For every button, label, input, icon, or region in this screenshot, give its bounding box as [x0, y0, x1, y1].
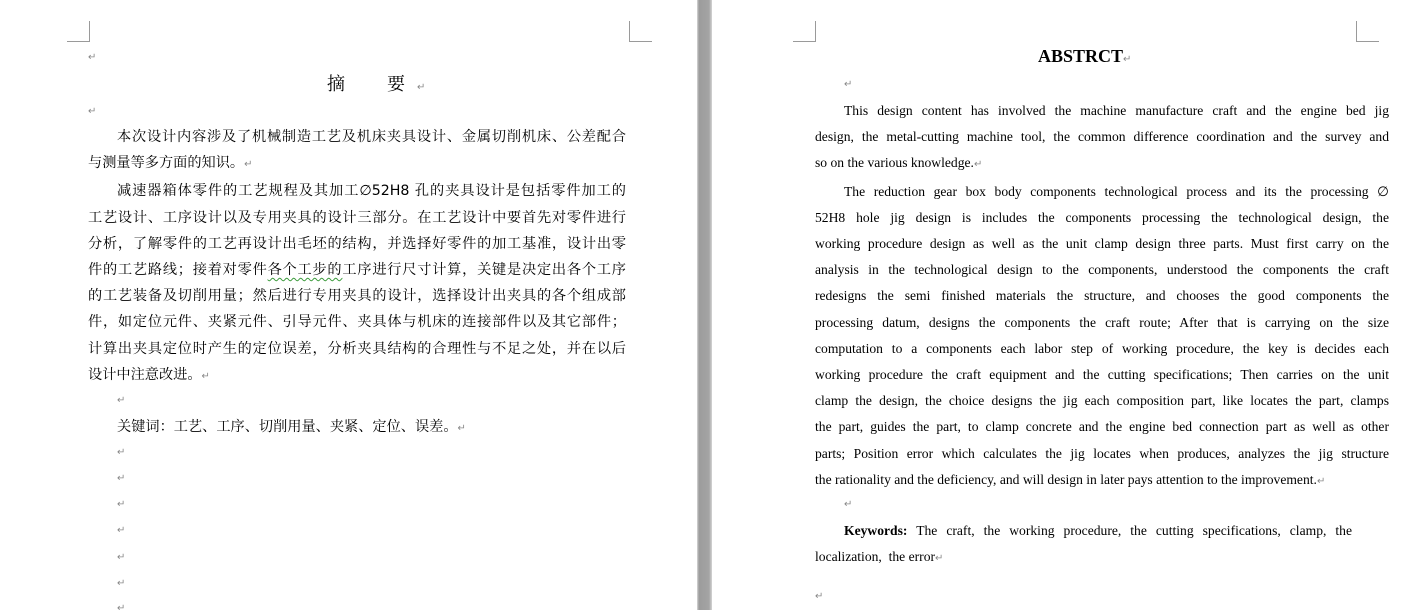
- en-p2-line-3: working procedure design as well as the unit clamp design three parts. Must first carry on the: [815, 236, 1389, 252]
- paragraph-mark: ↵: [844, 79, 853, 90]
- paragraph-mark: ↵: [88, 52, 97, 63]
- paragraph-mark: ↵: [117, 447, 126, 458]
- en-p2-line-12: the rationality and the deficiency, and will design in later pays attention to the improvement.↵: [815, 471, 1326, 487]
- paragraph-mark: ↵: [117, 578, 126, 589]
- cn-p2-line-2: 工艺设计、工序设计以及专用夹具的设计三部分。在工艺设计中要首先对零件进行: [88, 209, 626, 226]
- paragraph-mark: ↵: [117, 473, 126, 484]
- en-keywords-line-1: Keywords: The craft, the working procedure, the cutting specifications, clamp, the: [844, 523, 1352, 538]
- chinese-abstract-body: [88, 124, 626, 390]
- cn-p2-line-3: 分析，了解零件的工艺再设计出毛坯的结构，并选择好零件的加工基准，设计出零: [88, 235, 626, 252]
- en-p1-line-2: design, the metal-cutting machine tool, the common difference coordination and the survey and: [815, 129, 1389, 145]
- en-p1-line-1: This design content has involved the machine manufacture craft and the engine bed jig: [844, 103, 1389, 118]
- paragraph-mark: ↵: [815, 591, 824, 602]
- en-p2-line-9: clamp the design, the choice designs the jig each composition part, like locates the part, clamps: [815, 393, 1389, 409]
- cn-p2-line-5: 的工艺装备及切削用量；然后进行专用夹具的设计，选择设计出夹具的各个组成部: [88, 288, 626, 305]
- paragraph-mark: ↵: [88, 106, 97, 117]
- cn-p2-line-7: 计算出夹具定位时产生的定位误差，分析夹具结构的合理性与不足之处，并在以后: [88, 340, 626, 357]
- chinese-abstract-title: 摘 要↵: [327, 74, 426, 95]
- paragraph-mark: ↵: [117, 395, 126, 406]
- en-p2-line-1: The reduction gear box body components technological process and its the processing ∅: [844, 183, 1389, 199]
- paragraph-mark: ↵: [117, 499, 126, 510]
- en-p2-line-5: redesigns the semi finished materials the structure, and chooses the good components the: [815, 288, 1389, 304]
- crop-mark-top-left: [793, 21, 816, 42]
- cn-p1-line-1: 本次设计内容涉及了机械制造工艺及机床夹具设计、金属切削机床、公差配合: [117, 129, 626, 145]
- en-p2-line-2: 52H8 hole jig design is includes the components processing the technological design, the: [815, 209, 1389, 225]
- paragraph-mark: ↵: [117, 603, 126, 610]
- english-keywords: [815, 518, 1352, 572]
- paragraph-mark: ↵: [844, 499, 853, 510]
- page-gutter: [697, 0, 712, 610]
- crop-mark-top-right: [1356, 21, 1379, 42]
- en-p2-line-6: processing datum, designs the components the craft route; After that is carrying on the size: [815, 314, 1389, 330]
- cn-p2-line-4: 件的工艺路线；接着对零件各个工步的工序进行尺寸计算，关键是决定出各个工序: [88, 262, 626, 279]
- en-p2-line-11: parts; Position error which calculates the jig locates when produces, analyzes the jig structure: [815, 445, 1389, 461]
- english-abstract-title: ABSTRCT↵: [1038, 46, 1132, 66]
- paragraph-mark: ↵: [117, 552, 126, 563]
- cn-p1-line-2: 与测量等多方面的知识。↵: [88, 155, 253, 172]
- keywords-label: Keywords:: [844, 523, 908, 538]
- en-p2-line-8: working procedure the craft equipment and the cutting specifications; Then carries on the unit: [815, 367, 1389, 383]
- cn-p2-line-8: 设计中注意改进。↵: [88, 366, 210, 383]
- en-p2-line-10: the part, guides the part, to clamp concrete and the engine bed connection part as well as other: [815, 419, 1389, 435]
- cn-p2-line-1: 减速器箱体零件的工艺规程及其加工∅52H8 孔的夹具设计是包括零件加工的: [117, 183, 626, 200]
- crop-mark-top-right: [629, 21, 652, 42]
- english-abstract-body: [815, 98, 1389, 495]
- crop-mark-top-left: [67, 21, 90, 42]
- cn-p2-line-6: 件，如定位元件、夹紧元件、引导元件、夹具体与机床的连接部件以及其它部件；: [88, 314, 626, 331]
- chinese-abstract-page: [0, 0, 697, 610]
- en-p1-line-3: so on the various knowledge.↵: [815, 155, 983, 171]
- chinese-keywords: 关键词：工艺、工序、切削用量、夹紧、定位、误差。↵: [117, 419, 466, 435]
- en-keywords-line-2: localization, the error↵: [815, 549, 944, 565]
- en-p2-line-4: analysis in the technological design to the components, understood the components the craft: [815, 262, 1389, 278]
- paragraph-mark: ↵: [117, 525, 126, 536]
- spell-check-underline: 各个工步的: [267, 262, 343, 279]
- en-p2-line-7: computation to a components each labor step of working procedure, the key is decides each: [815, 340, 1389, 356]
